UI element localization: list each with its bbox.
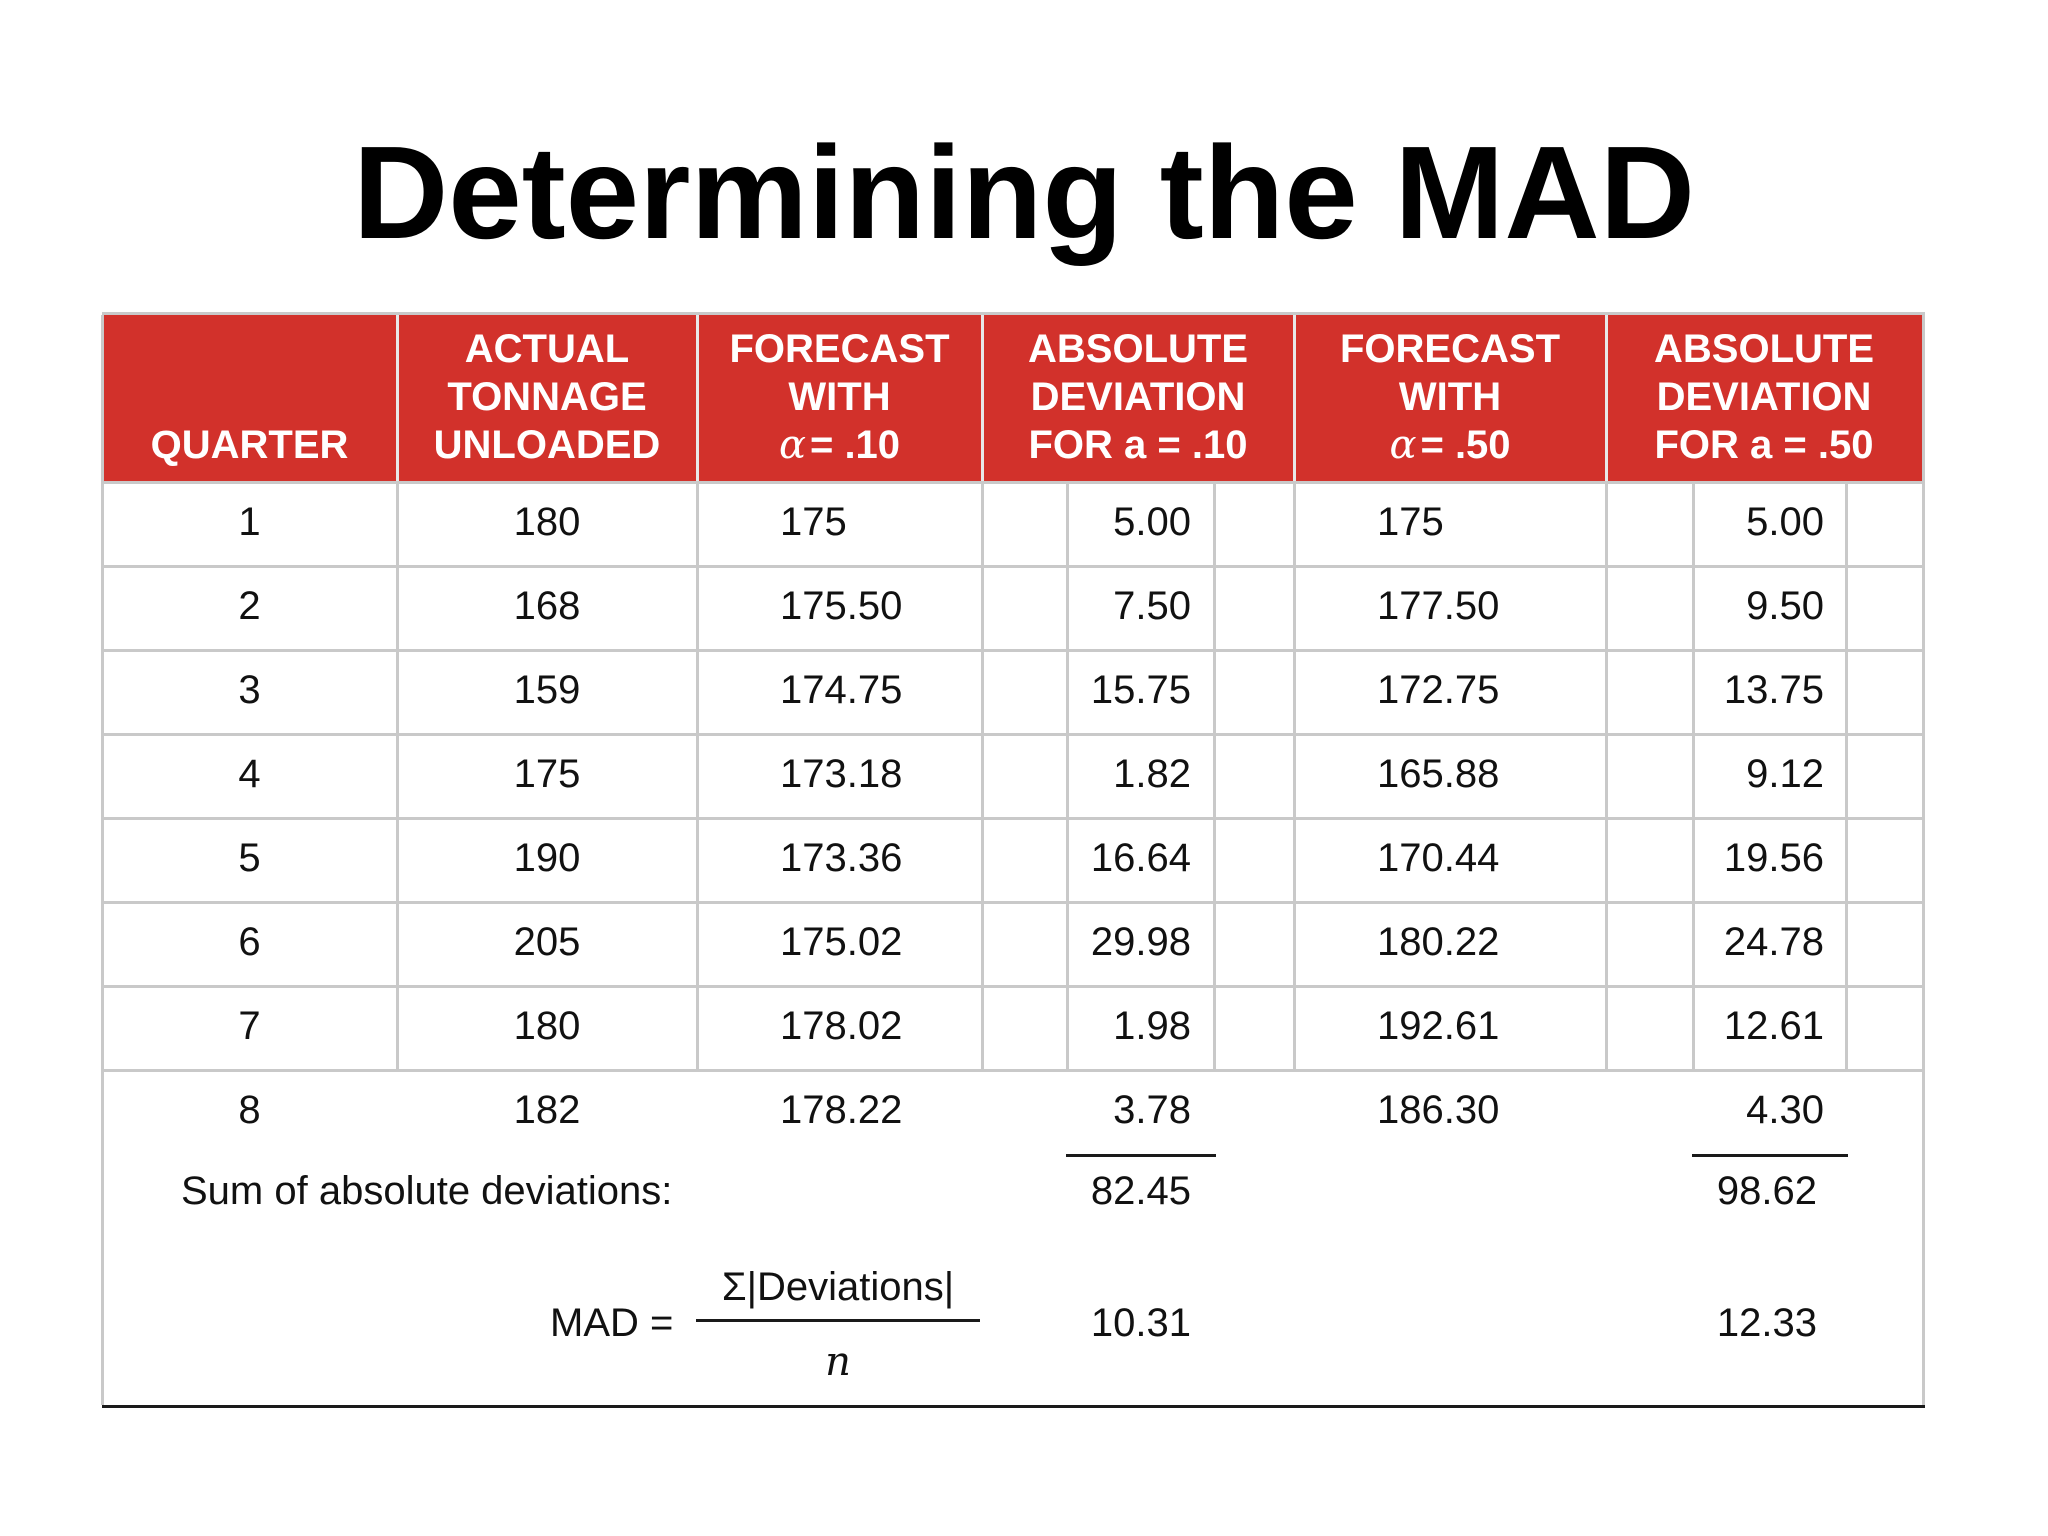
header-line: DEVIATION — [1656, 375, 1872, 419]
header-line: UNLOADED — [433, 423, 661, 467]
cell-quarter: 3 — [238, 668, 261, 712]
cell-dev-10: 29.98 — [1090, 920, 1191, 964]
alpha-value: = .50 — [1420, 423, 1511, 467]
cell-quarter: 7 — [238, 1004, 261, 1048]
subcolumn-separator — [1213, 481, 1216, 1069]
mad-numerator: Σ|Deviations| — [721, 1265, 955, 1309]
slide-title: Determining the MAD — [352, 119, 1696, 266]
cell-forecast-50: 170.44 — [1377, 836, 1500, 880]
column-separator — [1605, 481, 1608, 1069]
cell-dev-50: 9.12 — [1746, 752, 1824, 796]
header-actual-tonnage — [397, 315, 697, 481]
alpha-symbol: α — [778, 422, 806, 468]
header-alpha-line — [779, 421, 900, 469]
cell-quarter: 8 — [238, 1088, 261, 1132]
table-bottom-rule — [102, 1405, 1925, 1408]
sum-underline-dev-50 — [1692, 1154, 1848, 1157]
mad-dev-50: 12.33 — [1716, 1301, 1817, 1345]
cell-actual: 159 — [513, 668, 581, 712]
sum-dev-10: 82.45 — [1090, 1169, 1191, 1213]
header-line: FOR a = .50 — [1654, 423, 1874, 467]
header-forecast-alpha-50 — [1294, 315, 1606, 481]
cell-actual: 180 — [513, 500, 581, 544]
cell-dev-50: 24.78 — [1723, 920, 1824, 964]
cell-dev-50: 9.50 — [1746, 584, 1824, 628]
header-line: ACTUAL — [464, 327, 630, 371]
header-line: ABSOLUTE — [1654, 327, 1874, 371]
alpha-symbol: α — [1389, 422, 1417, 468]
cell-forecast-50: 177.50 — [1377, 584, 1500, 628]
sum-underline-dev-10 — [1066, 1154, 1216, 1157]
cell-actual: 180 — [513, 1004, 581, 1048]
sum-label: Sum of absolute deviations: — [181, 1169, 673, 1213]
cell-dev-50: 4.30 — [1746, 1088, 1824, 1132]
cell-forecast-50: 186.30 — [1377, 1088, 1500, 1132]
column-separator — [981, 481, 984, 1069]
cell-forecast-10: 175.50 — [780, 584, 903, 628]
mad-label: MAD = — [550, 1301, 674, 1345]
header-abs-dev-10 — [982, 315, 1294, 481]
header-forecast-alpha-10 — [697, 315, 982, 481]
cell-dev-50: 13.75 — [1723, 668, 1824, 712]
cell-forecast-50: 175 — [1377, 500, 1444, 544]
header-alpha-line — [1389, 421, 1510, 469]
header-line: QUARTER — [150, 423, 349, 467]
mad-denominator: n — [825, 1339, 851, 1385]
cell-actual: 182 — [513, 1088, 581, 1132]
mad-dev-10: 10.31 — [1090, 1301, 1191, 1345]
header-separator — [696, 315, 699, 481]
cell-forecast-10: 174.75 — [780, 668, 903, 712]
header-line: WITH — [1398, 375, 1502, 419]
cell-forecast-10: 173.18 — [780, 752, 903, 796]
cell-actual: 175 — [513, 752, 581, 796]
cell-forecast-10: 175.02 — [780, 920, 903, 964]
header-line: WITH — [788, 375, 891, 419]
header-abs-dev-50 — [1606, 315, 1922, 481]
cell-quarter: 6 — [238, 920, 261, 964]
header-line: TONNAGE — [447, 375, 647, 419]
row-separator — [102, 481, 1925, 484]
cell-forecast-10: 175 — [780, 500, 847, 544]
cell-actual: 168 — [513, 584, 581, 628]
cell-quarter: 4 — [238, 752, 261, 796]
row-separator — [102, 649, 1925, 652]
cell-actual: 205 — [513, 920, 581, 964]
cell-dev-10: 16.64 — [1090, 836, 1191, 880]
header-quarter — [102, 315, 397, 481]
header-line: FORECAST — [1340, 327, 1560, 371]
alpha-value: = .10 — [809, 423, 901, 467]
column-separator — [1293, 481, 1296, 1069]
cell-dev-10: 5.00 — [1113, 500, 1191, 544]
header-line: DEVIATION — [1030, 375, 1246, 419]
cell-quarter: 1 — [238, 500, 261, 544]
cell-dev-10: 1.98 — [1113, 1004, 1191, 1048]
cell-forecast-10: 178.02 — [780, 1004, 903, 1048]
sum-dev-50: 98.62 — [1716, 1169, 1817, 1213]
cell-forecast-10: 173.36 — [780, 836, 903, 880]
cell-actual: 190 — [513, 836, 581, 880]
row-separator — [102, 565, 1925, 568]
row-separator — [102, 733, 1925, 736]
cell-quarter: 2 — [238, 584, 261, 628]
header-line: FOR a = .10 — [1028, 423, 1248, 467]
table-right-border — [1922, 315, 1925, 1405]
cell-forecast-50: 180.22 — [1377, 920, 1500, 964]
cell-dev-10: 15.75 — [1090, 668, 1191, 712]
mad-fraction-bar — [696, 1319, 980, 1322]
cell-dev-50: 5.00 — [1746, 500, 1824, 544]
header-line: FORECAST — [729, 327, 950, 371]
header-line: ABSOLUTE — [1028, 327, 1248, 371]
cell-forecast-50: 192.61 — [1377, 1004, 1500, 1048]
header-separator — [981, 315, 984, 481]
cell-forecast-10: 178.22 — [780, 1088, 903, 1132]
row-separator — [102, 985, 1925, 988]
row-separator — [102, 1069, 1925, 1072]
header-separator — [396, 315, 399, 481]
cell-dev-10: 1.82 — [1113, 752, 1191, 796]
cell-dev-50: 12.61 — [1723, 1004, 1824, 1048]
cell-forecast-50: 172.75 — [1377, 668, 1500, 712]
subcolumn-separator — [1845, 481, 1848, 1069]
cell-dev-10: 7.50 — [1113, 584, 1191, 628]
header-separator — [1605, 315, 1608, 481]
table-top-border — [102, 312, 1925, 315]
cell-dev-50: 19.56 — [1723, 836, 1824, 880]
cell-forecast-50: 165.88 — [1377, 752, 1500, 796]
header-separator — [1293, 315, 1296, 481]
row-separator — [102, 817, 1925, 820]
cell-quarter: 5 — [238, 836, 261, 880]
cell-dev-10: 3.78 — [1113, 1088, 1191, 1132]
row-separator — [102, 901, 1925, 904]
